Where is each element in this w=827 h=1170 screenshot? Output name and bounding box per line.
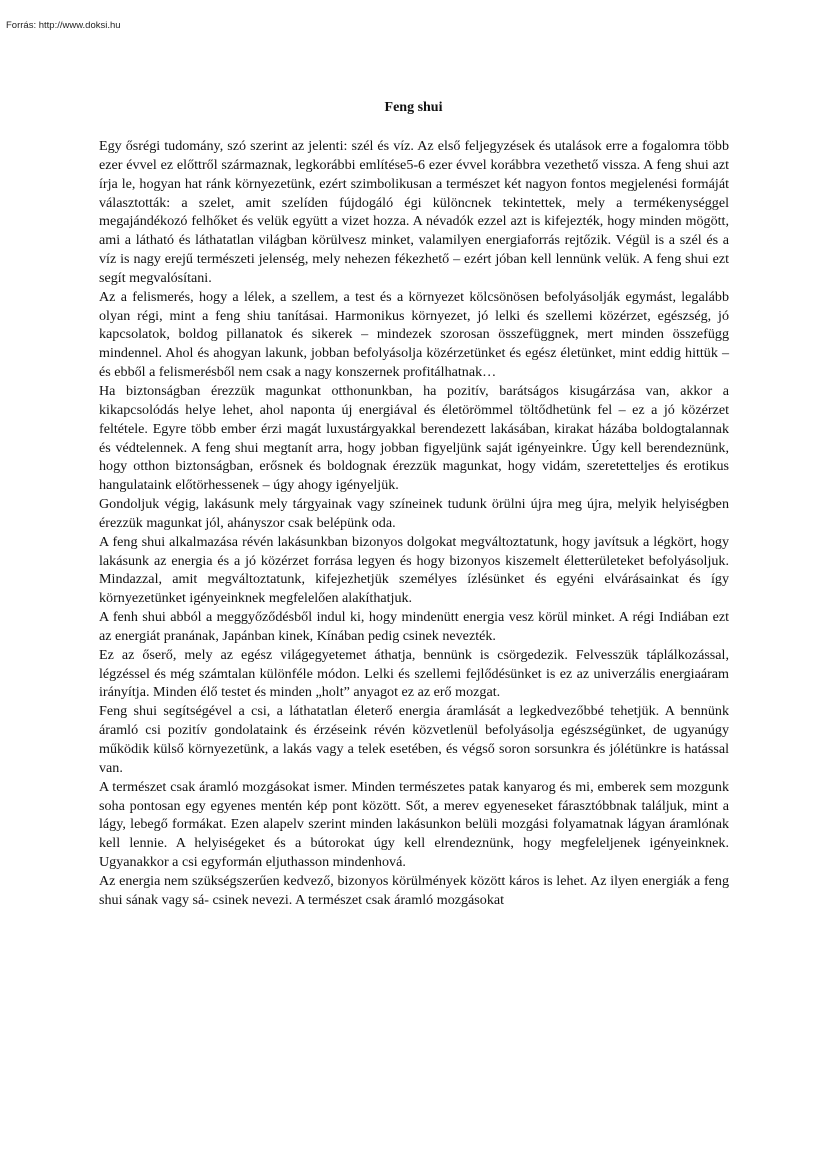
paragraph: Egy ősrégi tudomány, szó szerint az jelenti: szél és víz. Az első feljegyzések és utalások erre a fogalomra több ezer évvel ez előttről származnak, legkorábbi említése5-6 ezer évvel korábbra vezethető vissza. A feng shui azt írja le, hogyan hat ránk környezetünk, ezért szimbolikusan a természet két nagyon fontos megjelenési formáját választották: a szelet, amit szelíden fújdogáló égi különcnek tekintettek, mely a termékenységgel megajándékozó felhőket és velük együtt a vizet hozza. A névadók ezzel azt is kifejezték, hogy minden mögött, ami a látható és láthatatlan világban körülvesz minket, valamilyen energiaforrás rejtőzik. Végül is a szél és a víz is nagy erejű természeti jelenség, mely nehezen fékezhető – ezért jóban kell lennünk velük. A feng shui ezt segít megvalósítani. [99, 138, 729, 286]
paragraph: A fenh shui abból a meggyőződésből indul ki, hogy mindenütt energia vesz körül minket. A régi Indiában ezt az energiát pranának, Japánban kinek, Kínában pedig csinek nevezték. [99, 609, 729, 644]
paragraph: Gondoljuk végig, lakásunk mely tárgyainak vagy színeinek tudunk örülni újra meg újra, melyik helyiségben érezzük magunkat jól, ahányszor csak belépünk oda. [99, 496, 729, 531]
source-note: Forrás: http://www.doksi.hu [6, 20, 121, 31]
paragraph: Feng shui segítségével a csi, a láthatatlan életerő energia áramlását a legkedvezőbbé tehetjük. A bennünk áramló csi pozitív gondolataink és érzéseink révén közvetlenül befolyásolja egészségünket, de ugyanúgy működik külső környezetünk, a lakás vagy a telek esetében, és végső soron sorsunkra és jólétünkre is hatással van. [99, 703, 729, 776]
page-title: Feng shui [384, 100, 443, 115]
paragraph: Az energia nem szükségszerűen kedvező, bizonyos körülmények között káros is lehet. Az ilyen energiák a feng shui sának vagy sá- csinek nevezi. A természet csak áramló mozgásokat [99, 872, 729, 908]
paragraph: Ez az őserő, mely az egész világegyetemet áthatja, bennünk is csörgedezik. Felvesszük táplálkozással, légzéssel és még számtalan különféle módon. Lelki és szellemi fejlődésünket is ez az univerzális energiaáram irányítja. Minden élő testet és minden „holt” anyagot ez az erő mozgat. [99, 646, 729, 701]
paragraph: Az a felismerés, hogy a lélek, a szellem, a test és a környezet kölcsönösen befolyásolják egymást, legalább olyan régi, mint a feng shiu tanításai. Harmonikus környezet, jó lelki és szellemi közérzet, egészség, jó kapcsolatok, boldog pillanatok és sikerek – mindezek szorosan összefüggnek, mert minden összefügg mindennel. Ahol és ahogyan lakunk, jobban befolyásolja közérzetünket és egész életünket, mint eddig hittük – és ebből a felismerésből nem csak a nagy konszernek profitálhatnak… [99, 288, 729, 381]
paragraph: A feng shui alkalmazása révén lakásunkban bizonyos dolgokat megváltoztatunk, hogy javítsuk a légkört, hogy lakásunk az energia és a jó közérzet forrása legyen és hogy bizonyos kiszemelt életterületeket befolyásoljuk. Mindazzal, amit megváltoztatunk, kifejezhetjük személyes ízlésünket és egyéni elvárásainkat és így környezetünket igényeinknek megfelelően alakíthatjuk. [99, 533, 729, 607]
paragraph: A természet csak áramló mozgásokat ismer. Minden természetes patak kanyarog és mi, emberek sem mozgunk soha pontosan egy egyenes mentén kép pont között. Sőt, a merev egyeneseket fárasztóbbnak találjuk, mint a lágy, lebegő formákat. Ezen alapelv szerint minden lakásunkon belüli mozgási folyamatnak lágyan áramlónak kell lennie. A helyiségeket és a bútorokat úgy kell elrendeznünk, hogy megfeleljenek igényeinknek. Ugyanakkor a csi egyformán eljuthasson mindenhová. [99, 778, 729, 871]
paragraph: Ha biztonságban érezzük magunkat otthonunkban, ha pozitív, barátságos kisugárzása van, akkor a kikapcsolódás helye lehet, ahol naponta új energiával és életörömmel töltődhetünk fel – ez a jó közérzet feltétele. Egyre több ember érzi magát luxustárgyakkal berendezett lakásában, kirakat házába boldogtalannak és védtelennek. A feng shui megtanít arra, hogy jobban figyeljünk saját igényeinkre. Úgy kell berendeznünk, hogy otthon biztonságban, erősnek és boldognak érezzük magunkat, hogy vidám, szeretetteljes és erotikus hangulataink előtörhessenek – úgy ahogy igényeljük. [99, 382, 729, 494]
document-body [99, 137, 729, 910]
